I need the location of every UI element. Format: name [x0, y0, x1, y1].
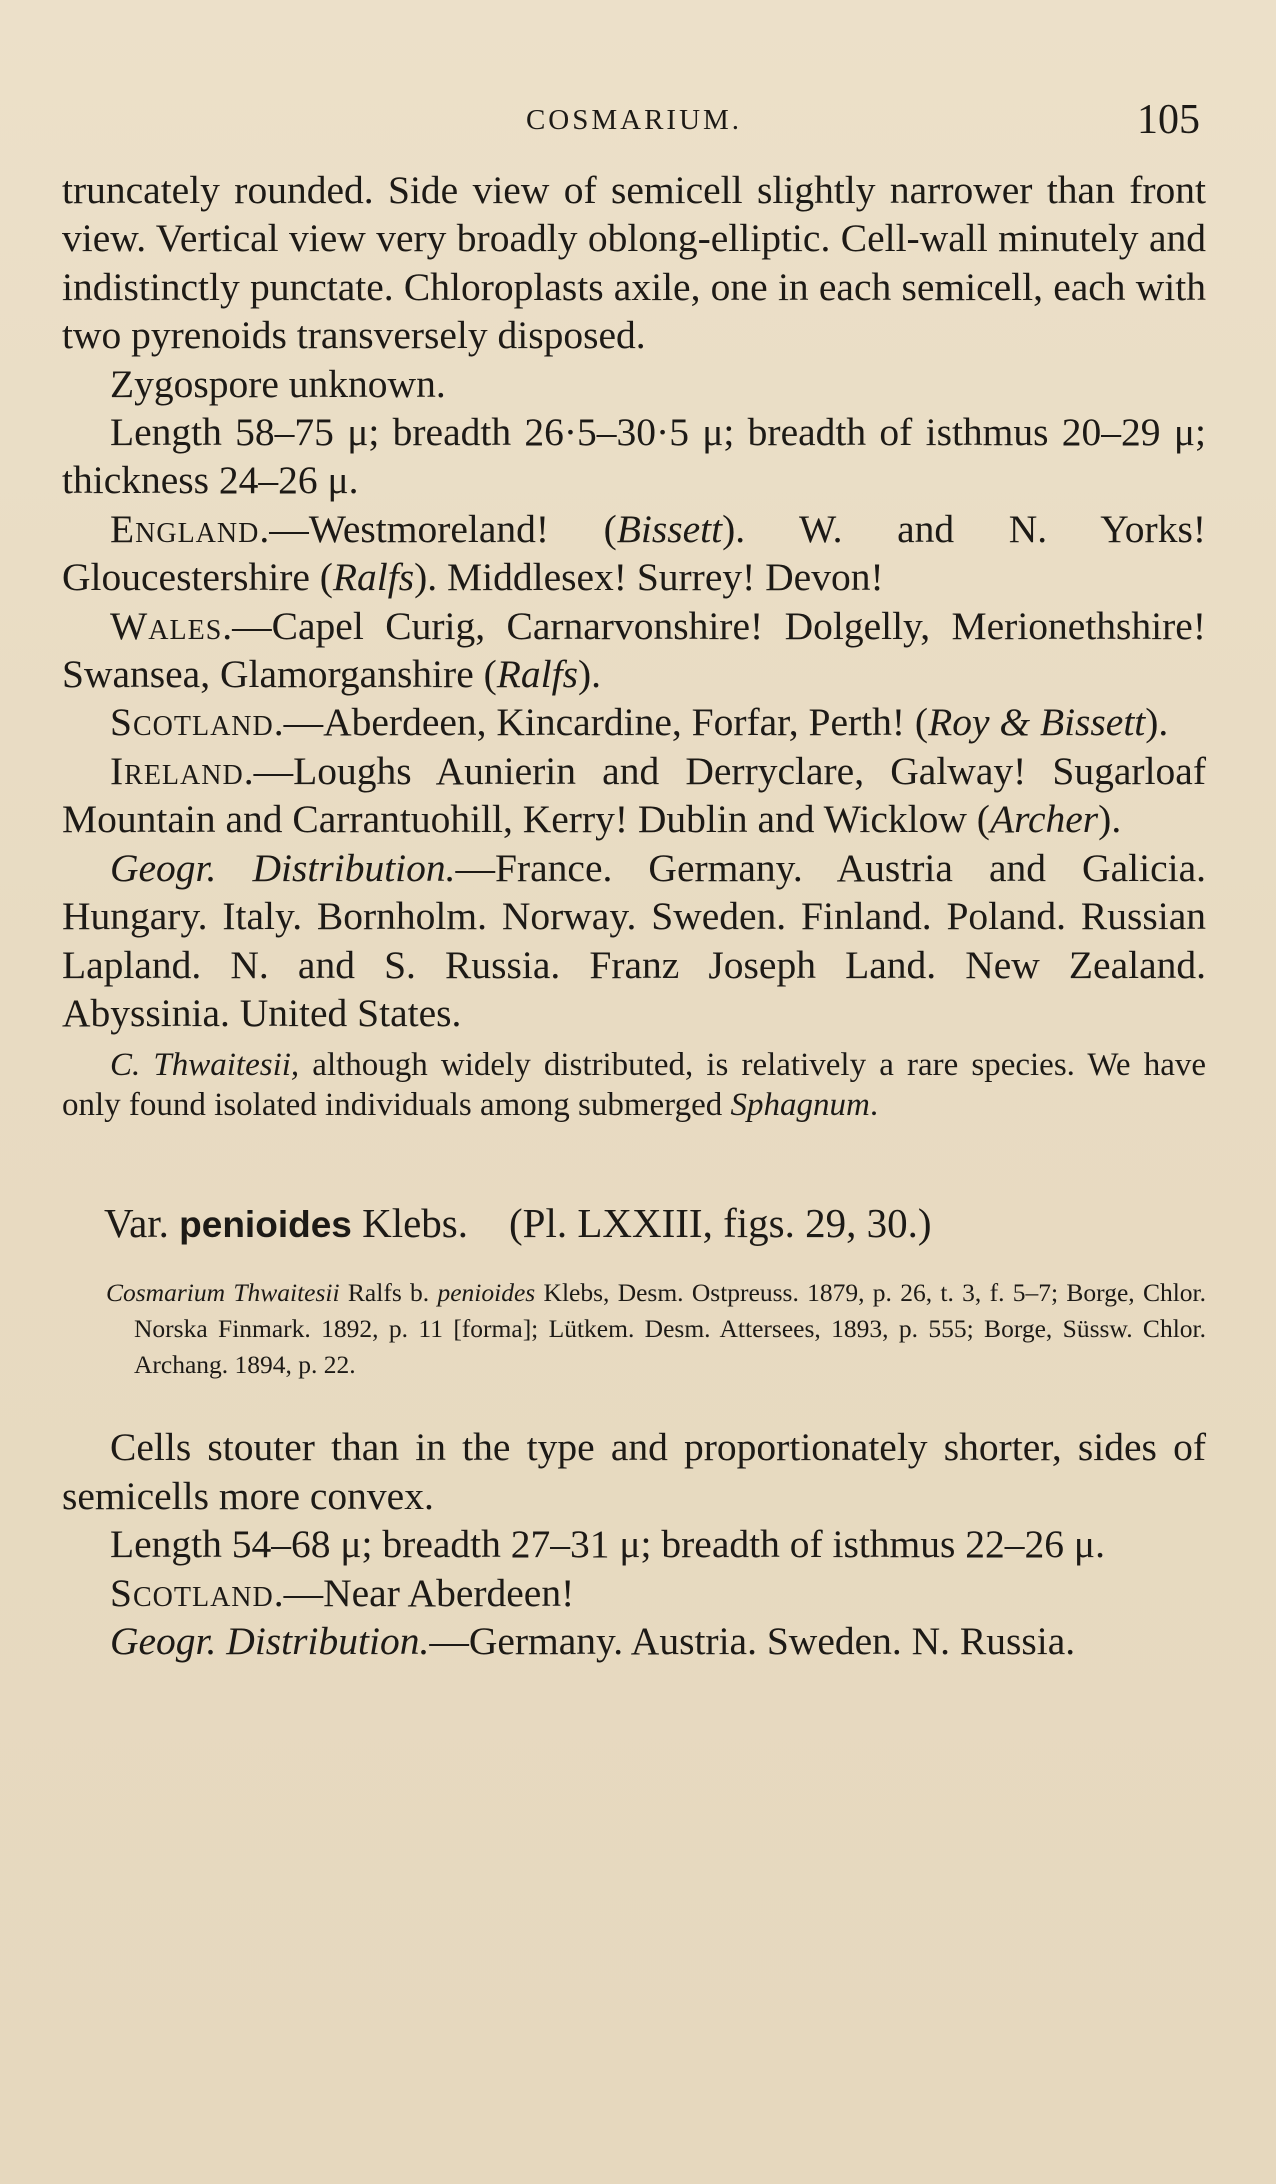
- synonymy-text-2: Klebs, Desm. Ostpreuss. 1879, p. 26, t. 3, f. 5–7; Borge, Chlor. Norska Finmark. 1892, p. 11 [forma]; Lütkem. Desm. Attersees, 1893, p. 555; Borge, Süssw. Chlor. Archang. 1894, p. 22.: [134, 1278, 1207, 1380]
- geogr-text: —France. Germany. Austria and Galicia. Hungary. Italy. Bornholm. Norway. Sweden. Finland. Poland. Russian Lapland. N. and S. Russia. Franz Joseph Land. New Zealand. Abyssinia. United States.: [62, 845, 1206, 1035]
- zygospore-text: Zygospore unknown.: [110, 361, 446, 406]
- variety-description-text: Cells stouter than in the type and proportionately shorter, sides of semicells more convex.: [62, 1425, 1206, 1518]
- scotland-text: .—Aberdeen, Kincardine, Forfar, Perth! (: [273, 700, 929, 745]
- geographic-distribution: [62, 844, 1206, 1038]
- wales-label: Wales: [110, 603, 223, 648]
- description-paragraph: [62, 166, 1206, 360]
- england-collector-1: Bissett: [616, 506, 723, 551]
- variety-geographic-distribution: [62, 1617, 1206, 1665]
- england-collector-2: Ralfs: [332, 555, 415, 600]
- dimensions-text: Length 58–75 μ; breadth 26·5–30·5 μ; breadth of isthmus 20–29 μ; thickness 24–26 μ.: [62, 410, 1206, 503]
- synonymy-species: Cosmarium Thwaitesii: [106, 1278, 340, 1308]
- synonymy-text-1: Ralfs b.: [339, 1278, 438, 1308]
- wales-text: .—Capel Curig, Carnarvonshire! Dolgelly, Merionethshire! Swansea, Glamorganshire (: [62, 603, 1206, 697]
- variety-name: penioides: [179, 1204, 352, 1246]
- ireland-collector: Archer: [989, 797, 1099, 842]
- wales-collector: Ralfs: [496, 652, 578, 697]
- wales-text-2: ).: [577, 652, 601, 697]
- england-record: [62, 505, 1206, 602]
- zygospore-paragraph: [62, 360, 1206, 408]
- scotland-text-2: ).: [1145, 700, 1169, 745]
- wales-record: [62, 602, 1206, 699]
- variety-plate-reference: (Pl. LXXIII, figs. 29, 30.): [509, 1200, 932, 1247]
- england-text-2: ). W. and N. Yorks! Gloucestershire (: [62, 506, 1206, 600]
- ireland-record: [62, 747, 1206, 844]
- note-text: although widely distributed, is relatively a rare species. We have only found isolated individuals among submerged: [62, 1047, 1206, 1124]
- variety-dimensions-text: Length 54–68 μ; breadth 27–31 μ; breadth of isthmus 22–26 μ.: [110, 1522, 1105, 1567]
- variety-geogr-text: —Germany. Austria. Sweden. N. Russia.: [429, 1618, 1076, 1663]
- description-text: truncately rounded. Side view of semicell slightly narrower than front view. Vertical view very broadly oblong-elliptic. Cell-wall minutely and indistinctly punctate. Chloroplasts axile, one in each semicell, each with two pyrenoids transversely disposed.: [62, 168, 1206, 358]
- running-title: COSMARIUM.: [525, 104, 743, 136]
- dimensions-paragraph: [62, 408, 1206, 505]
- variety-scotland-text: .—Near Aberdeen!: [273, 1570, 575, 1615]
- variety-heading: [62, 1197, 1206, 1251]
- note-end: .: [869, 1087, 879, 1124]
- variety-synonymy: [62, 1275, 1206, 1383]
- variety-prefix: Var.: [104, 1200, 180, 1247]
- note-species-name: C. Thwaitesii,: [110, 1047, 300, 1084]
- scotland-label: Scotland: [110, 700, 274, 745]
- england-text-3: ). Middlesex! Surrey! Devon!: [414, 555, 884, 600]
- scotland-collector: Roy & Bissett: [928, 700, 1146, 745]
- variety-scotland-record: [62, 1569, 1206, 1617]
- synonymy-variety: penioides: [437, 1278, 536, 1308]
- ireland-text-2: ).: [1098, 797, 1122, 842]
- ireland-text: .—Loughs Aunierin and Derryclare, Galway! Sugarloaf Mountain and Carrantuohill, Kerry! Dublin and Wicklow (: [62, 748, 1206, 842]
- variety-author: Klebs.: [351, 1200, 469, 1247]
- variety-scotland-label: Scotland: [110, 1570, 274, 1615]
- note-genus-name: Sphagnum: [730, 1087, 870, 1124]
- scotland-record: [62, 698, 1206, 746]
- england-text: .—Westmoreland! (: [259, 506, 617, 551]
- geogr-label: Geogr. Distribution.: [110, 845, 456, 890]
- variety-geogr-label: Geogr. Distribution.: [110, 1618, 430, 1663]
- variety-dimensions: [62, 1520, 1206, 1568]
- running-head: [62, 96, 1206, 156]
- england-label: England: [110, 506, 260, 551]
- page-number: 105: [1137, 97, 1200, 143]
- species-note: [62, 1045, 1206, 1125]
- variety-description: [62, 1423, 1206, 1520]
- ireland-label: Ireland: [110, 748, 244, 793]
